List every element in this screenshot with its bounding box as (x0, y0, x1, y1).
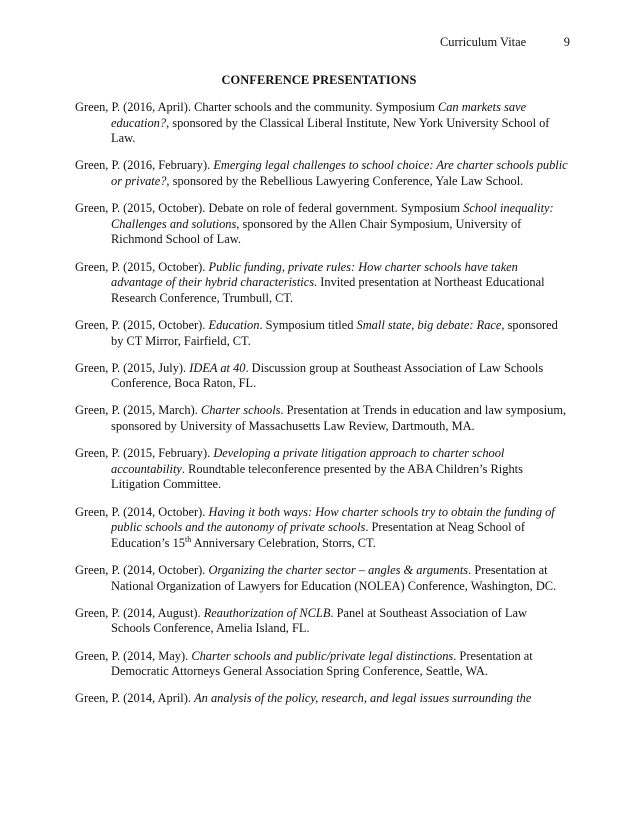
entry-text: Green, P. (2016, February). (75, 158, 214, 173)
presentation-entry (75, 505, 569, 552)
ordinal-suffix: th (185, 534, 192, 544)
entry-title: Reauthorization of NCLB (203, 605, 331, 620)
entry-text: Green, P. (2015, October). (75, 317, 209, 332)
entry-text: . Invited presentation at Northeast Educational Research Conference, Trumbull, CT. (111, 275, 545, 305)
section-title: CONFERENCE PRESENTATIONS (221, 73, 417, 87)
running-header (420, 35, 580, 53)
entry-title: Public funding, private rules: How charter schools have taken advantage of their hybrid characteristics (111, 259, 518, 290)
entry-text: , sponsored by the Allen Chair Symposium, University of Richmond School of Law. (111, 216, 522, 247)
presentation-entry (75, 158, 569, 189)
entry-text: Green, P. (2014, August). (75, 605, 204, 620)
entry-text: , sponsored by the Rebellious Lawyering Conference, Yale Law School. (166, 173, 524, 188)
entry-title: Can markets save education? (111, 100, 527, 130)
entry-text: Green, P. (2015, July). (75, 360, 190, 375)
entry-text: Green, P. (2016, April). Charter schools and the community. Symposium (75, 100, 438, 114)
entry-text: , sponsored by the Classical Liberal Institute, New York University School of Law. (111, 115, 550, 146)
entry-title: Charter schools (200, 403, 281, 418)
presentation-list (75, 100, 569, 707)
presentation-entry (75, 318, 569, 349)
entry-text: , sponsored by CT Mirror, Fairfield, CT. (111, 317, 558, 348)
header-title: Curriculum Vitae (440, 35, 527, 49)
entry-text: . Panel at Southeast Association of Law Schools Conference, Amelia Island, FL. (111, 605, 527, 636)
entry-text: Green, P. (2014, October). (75, 563, 209, 577)
page-number: 9 (563, 35, 570, 49)
entry-text: . Presentation at Neag School of Education’s 15 (111, 520, 525, 550)
entry-title: Organizing the charter sector – angles & arguments (208, 563, 469, 577)
presentation-entry (75, 361, 569, 392)
entry-title: An analysis of the policy, research, and legal issues surrounding the (194, 691, 532, 706)
presentation-entry (75, 403, 569, 434)
entry-text: Green, P. (2015, October). (75, 259, 209, 274)
entry-text: Green, P. (2015, October). Debate on role of federal government. Symposium (75, 201, 464, 216)
presentation-entry (75, 649, 569, 680)
presentation-entry (75, 201, 569, 248)
entry-text: . Presentation at Trends in education and law symposium, sponsored by University of Massachusetts Law Review, Dartmouth, MA. (111, 403, 567, 434)
entry-title: IDEA at 40 (189, 360, 246, 375)
entry-text: Green, P. (2015, March). (75, 403, 201, 418)
entry-title: Having it both ways: How charter schools try to obtain the funding of public schools and the autonomy of private schools (111, 504, 555, 535)
entry-text: . Symposium titled (259, 317, 357, 332)
entry-title: Developing a private litigation approach to charter school accountability (111, 446, 505, 476)
entry-title: Emerging legal challenges to school choice: Are charter schools public or private? (111, 158, 568, 188)
presentation-entry (75, 100, 569, 147)
entry-text: . Roundtable teleconference presented by the ABA Children’s Rights Litigation Committee. (111, 461, 523, 492)
entry-title: Charter schools and public/private legal distinctions (191, 648, 454, 663)
entry-title: School inequality: Challenges and solutions (111, 201, 554, 231)
entry-text: Green, P. (2014, October). (75, 504, 209, 519)
entry-text: . Presentation at National Organization of Lawyers for Education (NOLEA) Conference, Washington, DC. (111, 563, 557, 593)
entry-title: Small state, big debate: Race (356, 317, 502, 332)
entry-text: . Presentation at Democratic Attorneys General Association Spring Conference, Seattle, WA. (111, 648, 533, 679)
entry-text: . Discussion group at Southeast Association of Law Schools Conference, Boca Raton, FL. (111, 360, 544, 391)
entry-text: Green, P. (2014, April). (75, 691, 195, 706)
presentation-entry (75, 691, 569, 707)
entry-title: Education (208, 317, 260, 332)
entry-text: Green, P. (2014, May). (75, 648, 192, 663)
presentation-entry (75, 563, 569, 594)
presentation-entry (75, 446, 569, 493)
entry-text: Anniversary Celebration, Storrs, CT. (191, 535, 376, 550)
presentation-entry (75, 606, 569, 637)
entry-text: Green, P. (2015, February). (75, 446, 214, 461)
presentation-entry (75, 260, 569, 307)
